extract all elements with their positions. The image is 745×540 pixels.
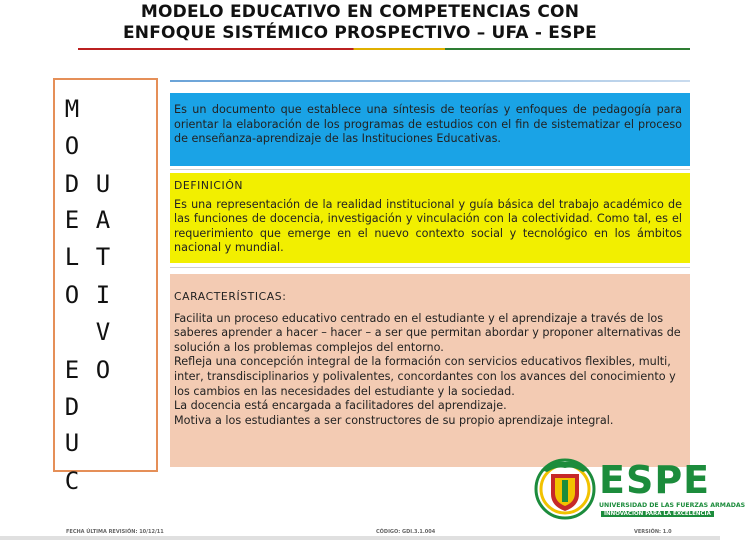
letter-e-2: E — [64, 356, 80, 384]
letter-c: C — [64, 467, 80, 495]
panel-divider-1 — [170, 169, 690, 170]
definition-panel — [170, 173, 690, 263]
characteristic-item: Refleja una concepción integral de la formación con servicios educativos flexibles, multi, inter, transdisciplinarios y polivalentes, concordantes con los avances del conocimiento y los cambios en las necesidades del estudiante y la sociedad. — [174, 355, 676, 398]
letter-a: A — [95, 206, 111, 234]
espe-logo — [533, 456, 745, 528]
letter-o: O — [64, 132, 80, 160]
characteristic-item: Facilita un proceso educativo centrado en el estudiante y el aprendizaje a través de los saberes aprender a hacer – hacer – a ser que permitan abordar y proponer alternativas de solución a los problemas complejos del entorno. — [174, 311, 681, 354]
intro-panel — [170, 93, 690, 166]
bottom-stripe — [0, 536, 720, 540]
logo-subtitle: UNIVERSIDAD DE LAS FUERZAS ARMADAS — [599, 502, 745, 509]
characteristics-panel — [170, 274, 690, 467]
characteristic-item: Motiva a los estudiantes a ser constructores de su propio aprendizaje integral. — [174, 413, 614, 427]
logo-tagline: INNOVACIÓN PARA LA EXCELENCIA — [601, 511, 714, 517]
logo-wordmark: ESPE — [599, 458, 711, 502]
page-title-line-2: ENFOQUE SISTÉMICO PROSPECTIVO – UFA - ESPE — [122, 23, 597, 43]
definition-heading: DEFINICIÓN — [174, 179, 244, 192]
title-divider — [78, 48, 690, 50]
characteristics-heading: CARACTERÍSTICAS: — [174, 290, 287, 303]
espe-crest-icon — [533, 456, 597, 522]
letter-e: E — [64, 206, 80, 234]
letter-d: D — [64, 170, 80, 198]
letter-o-2: O — [64, 281, 80, 309]
definition-text: Es una representación de la realidad institucional y guía básica del trabajo académico de las funciones de docencia, investigación y vinculación con la colectividad. Como tal, es el requerimiento que emerge en el nuevo contexto social y tecnológico en los ámbitos nacional y mundial. — [174, 197, 682, 255]
page-title — [0, 2, 720, 44]
letter-o-3: O — [95, 356, 111, 384]
letter-v: V — [95, 318, 111, 346]
letter-u-2: U — [95, 170, 111, 198]
intro-text: Es un documento que establece una síntesis de teorías y enfoques de pedagogía para orientar la elaboración de los programas de estudios con el fin de sistematizar el proceso de enseñanza-aprendizaje de las Instituciones Educativas. — [174, 103, 682, 146]
page-title-line-1: MODELO EDUCATIVO EN COMPETENCIAS CON — [140, 2, 580, 22]
letter-d-2: D — [64, 393, 80, 421]
footer-code: CÓDIGO: GDI.3.1.004 — [376, 529, 436, 535]
letter-t: T — [95, 243, 111, 271]
footer-version: VERSIÓN: 1.0 — [634, 529, 672, 535]
letter-i: I — [95, 281, 111, 309]
footer-revision-date: FECHA ÚLTIMA REVISIÓN: 10/12/11 — [66, 529, 164, 535]
letter-u: U — [64, 429, 80, 457]
letter-m: M — [64, 95, 80, 123]
panel-divider-2 — [170, 267, 690, 268]
characteristic-item: La docencia está encargada a facilitadores del aprendizaje. — [174, 399, 507, 413]
content-top-rule — [170, 80, 690, 82]
letter-l: L — [64, 243, 80, 271]
